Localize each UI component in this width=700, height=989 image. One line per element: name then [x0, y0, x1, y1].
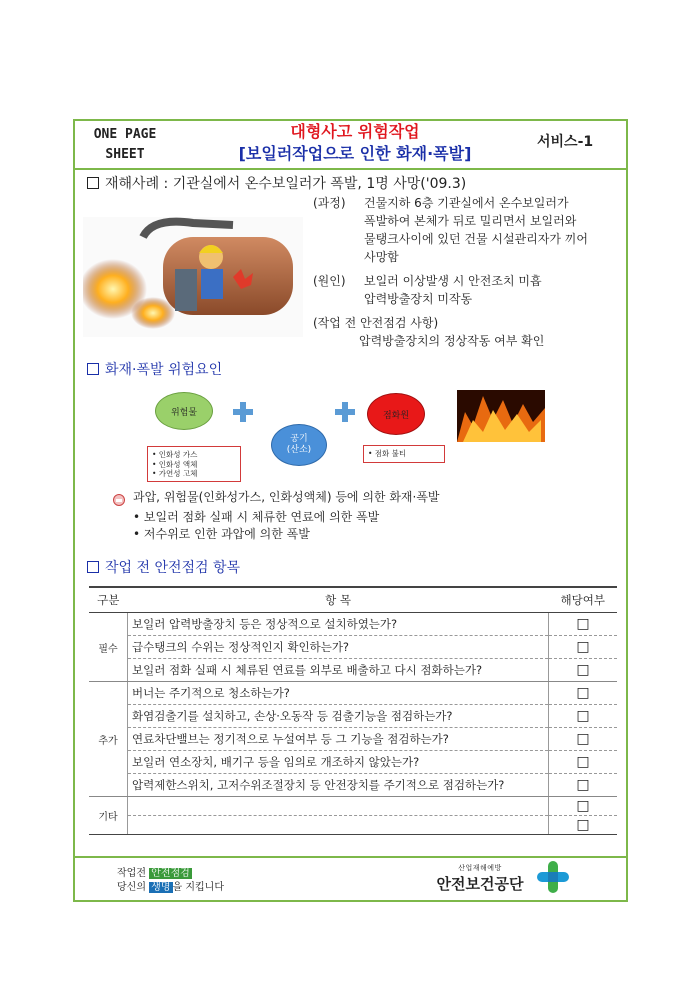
footer-divider — [75, 856, 626, 858]
table-row — [89, 705, 617, 728]
process-line: 사망함 — [364, 250, 399, 264]
service-code: 서비스-1 — [537, 134, 594, 150]
category-additional: 추가 — [89, 682, 128, 797]
column-header: 구분 — [89, 587, 128, 613]
org-logo-text — [425, 863, 535, 894]
case-heading: 재해사례 : 기관실에서 온수보일러가 폭발, 1명 사망('09.3) — [87, 173, 466, 193]
category-required: 필수 — [89, 613, 128, 682]
checkbox-icon — [87, 561, 99, 573]
ignition-source-oval: 점화원 — [367, 393, 425, 435]
check-item: 압력제한스위치, 고저수위조절장치 등 안전장치를 주기적으로 점검하는가? — [128, 774, 549, 797]
column-header: 해당여부 — [549, 587, 618, 613]
check-item-empty[interactable] — [128, 816, 549, 835]
checkbox[interactable]: □ — [549, 797, 618, 816]
checkbox[interactable]: □ — [549, 682, 618, 705]
column-header: 항 목 — [128, 587, 549, 613]
checkbox[interactable]: □ — [549, 705, 618, 728]
warning-bullet-icon — [113, 491, 125, 503]
checkbox[interactable]: □ — [549, 816, 618, 835]
table-row — [89, 816, 617, 835]
hazard-heading: 화재·폭발 위험요인 — [87, 359, 222, 379]
table-row — [89, 682, 617, 705]
hazard-sub-point: • 보일러 점화 실패 시 체류한 연료에 의한 폭발 — [133, 510, 380, 524]
check-item: 급수탱크의 수위는 정상적인지 확인하는가? — [128, 636, 549, 659]
check-item: 보일러 연소장치, 배기구 등을 임의로 개조하지 않았는가? — [128, 751, 549, 774]
process-line: 폭발하여 본체가 뒤로 밀리면서 보일러와 — [364, 214, 577, 228]
check-item-empty[interactable] — [128, 797, 549, 816]
table-header-row — [89, 587, 617, 613]
table-row — [89, 659, 617, 682]
checkbox[interactable]: □ — [549, 659, 618, 682]
slogan-highlight: 안전점검 — [151, 868, 190, 879]
table-row — [89, 636, 617, 659]
sheet-title: 대형사고 위험작업 — [290, 122, 420, 141]
hazard-sub-point: • 저수위로 인한 과압에 의한 폭발 — [133, 527, 310, 541]
table-row — [89, 751, 617, 774]
hazard-main-point: 과압, 위험물(인화성가스, 인화성액체) 등에 의한 화재·폭발 — [133, 490, 440, 504]
cause-line: 압력방출장치 미작동 — [364, 292, 473, 306]
one-page-label: ONE PAGE — [93, 127, 157, 142]
checkbox-icon — [87, 363, 99, 375]
boiler-explosion-illustration — [83, 217, 303, 337]
category-etc: 기타 — [89, 797, 128, 835]
one-page-sheet — [73, 119, 628, 902]
air-oxygen-oval: 공기 (산소) — [271, 424, 327, 466]
plus-icon — [233, 402, 253, 422]
sheet-subtitle: [보일러작업으로 인한 화재·폭발] — [238, 144, 472, 163]
table-row — [89, 613, 617, 636]
table-row — [89, 774, 617, 797]
check-item: 보일러 압력방출장치 등은 정상적으로 설치하였는가? — [128, 613, 549, 636]
checkbox[interactable]: □ — [549, 728, 618, 751]
slogan: 작업전 안전점검 당신의 생명 을 지킵니다 — [117, 868, 224, 893]
process-label: (과정) — [313, 196, 346, 210]
checklist-table — [89, 586, 617, 835]
hazardous-material-list: • 인화성 가스 • 인화성 액체 • 가연성 고체 — [147, 446, 241, 482]
precheck-label: (작업 전 안전점검 사항) — [313, 316, 439, 330]
slogan-highlight: 생명 — [151, 882, 171, 893]
check-item: 보일러 점화 실패 시 체류된 연료를 외부로 배출하고 다시 점화하는가? — [128, 659, 549, 682]
checkbox[interactable]: □ — [549, 613, 618, 636]
org-name: 안전보건공단 — [436, 875, 524, 893]
checkbox[interactable]: □ — [549, 751, 618, 774]
check-item: 연료차단밸브는 정기적으로 누설여부 등 그 기능을 점검하는가? — [128, 728, 549, 751]
header-divider — [75, 168, 626, 170]
hazardous-material-oval: 위험물 — [155, 392, 213, 430]
cause-label: (원인) — [313, 274, 346, 288]
plus-icon — [335, 402, 355, 422]
checkbox-icon — [87, 177, 99, 189]
checklist-heading: 작업 전 안전점검 항목 — [87, 557, 240, 577]
cause-line: 보일러 이상발생 시 안전조치 미흡 — [364, 274, 542, 288]
process-line: 물탱크사이에 있던 건물 시설관리자가 끼어 — [364, 232, 588, 246]
precheck-line: 압력방출장치의 정상작동 여부 확인 — [359, 334, 545, 348]
fire-photo — [457, 390, 545, 442]
checkbox[interactable]: □ — [549, 636, 618, 659]
ignition-source-list: • 점화 불티 — [363, 445, 445, 463]
process-line: 건물지하 6층 기관실에서 온수보일러가 — [364, 196, 569, 210]
kosha-logo-icon — [535, 859, 571, 895]
table-row — [89, 797, 617, 816]
check-item: 버너는 주기적으로 청소하는가? — [128, 682, 549, 705]
check-item: 화염검출기를 설치하고, 손상·오동작 등 검출기능을 점검하는가? — [128, 705, 549, 728]
sheet-label: SHEET — [105, 147, 145, 162]
checkbox[interactable]: □ — [549, 774, 618, 797]
org-tagline: 산업재해예방 — [458, 864, 502, 872]
one-page-sheet-label — [83, 125, 167, 165]
table-row — [89, 728, 617, 751]
